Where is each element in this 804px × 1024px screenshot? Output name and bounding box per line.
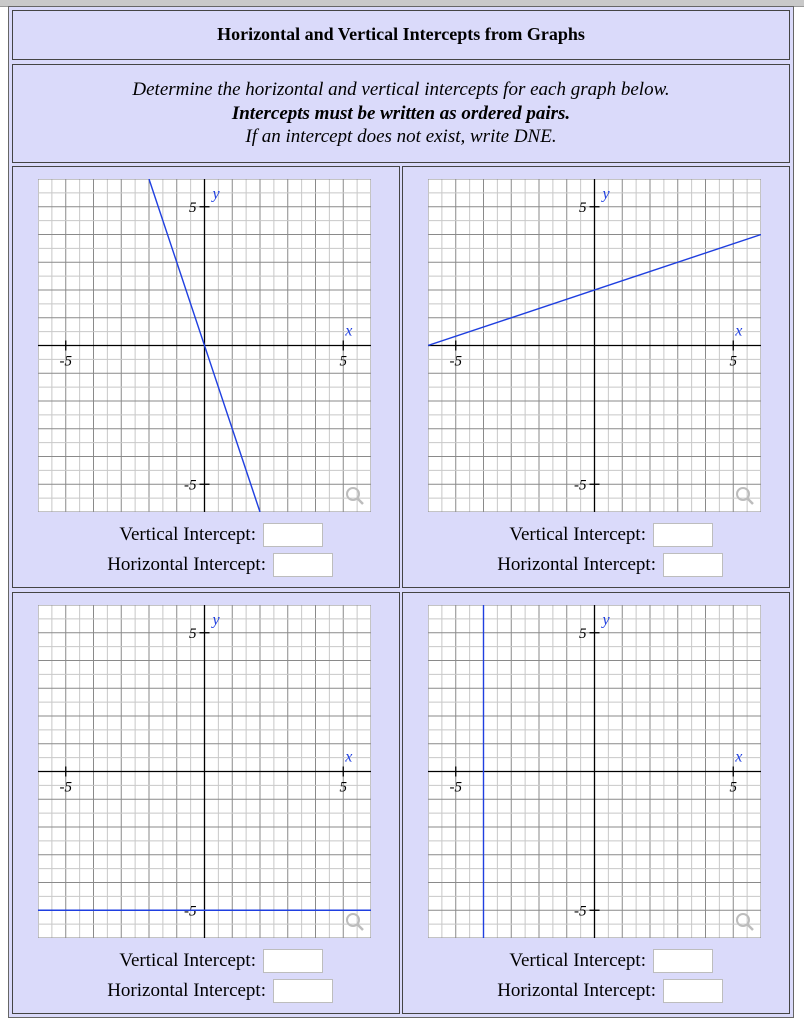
vertical-intercept-input-4[interactable] <box>653 949 713 973</box>
magnifier-icon <box>347 914 363 930</box>
y-axis-label: y <box>602 611 610 629</box>
x-axis-label: x <box>345 322 353 340</box>
vertical-intercept-row <box>119 522 323 548</box>
page-title: Horizontal and Vertical Intercepts from Graphs <box>217 24 585 44</box>
y-tick-label-5: 5 <box>189 625 197 642</box>
magnifier-icon <box>737 488 753 504</box>
graph-cell-1 <box>12 166 400 588</box>
graph-4[interactable] <box>428 605 761 938</box>
horizontal-intercept-row <box>497 552 723 578</box>
instructions-box <box>12 64 790 163</box>
y-axis-label: y <box>602 185 610 203</box>
y-tick-label-neg-5: -5 <box>184 903 197 920</box>
instruction-line-1: Determine the horizontal and vertical intercepts for each graph below. <box>132 79 670 100</box>
graph-cell-3 <box>12 592 400 1014</box>
x-axis-label: x <box>345 748 353 766</box>
x-tick-label-neg-5: -5 <box>449 353 462 370</box>
magnifier-handle <box>748 925 754 931</box>
horizontal-intercept-row <box>107 552 333 578</box>
x-tick-label-neg-5: -5 <box>59 353 72 370</box>
vertical-intercept-input-3[interactable] <box>263 949 323 973</box>
y-tick-label-5: 5 <box>579 199 587 216</box>
vertical-intercept-label: Vertical Intercept: <box>119 950 256 971</box>
x-tick-label-5: 5 <box>729 779 737 796</box>
vertical-intercept-row <box>509 948 713 974</box>
horizontal-intercept-label: Horizontal Intercept: <box>497 980 656 1001</box>
horizontal-intercept-row <box>497 978 723 1004</box>
vertical-intercept-input-2[interactable] <box>653 523 713 547</box>
y-tick-label-5: 5 <box>189 199 197 216</box>
magnifier-icon <box>737 914 753 930</box>
graph-cell-4 <box>402 592 790 1014</box>
x-tick-label-5: 5 <box>339 779 347 796</box>
horizontal-intercept-label: Horizontal Intercept: <box>497 554 656 575</box>
vertical-intercept-label: Vertical Intercept: <box>509 524 646 545</box>
y-tick-label-neg-5: -5 <box>574 903 587 920</box>
horizontal-intercept-input-4[interactable] <box>663 979 723 1003</box>
magnifier-handle <box>358 925 364 931</box>
instruction-line-2: Intercepts must be written as ordered pairs. <box>231 103 571 124</box>
horizontal-intercept-row <box>107 978 333 1004</box>
x-axis-label: x <box>735 322 743 340</box>
magnifier-handle <box>358 499 364 505</box>
magnifier-handle <box>748 499 754 505</box>
horizontal-intercept-input-2[interactable] <box>663 553 723 577</box>
graph-2[interactable] <box>428 179 761 512</box>
x-tick-label-5: 5 <box>729 353 737 370</box>
magnifier-icon <box>347 488 363 504</box>
y-axis-label: y <box>212 185 220 203</box>
y-tick-label-neg-5: -5 <box>574 477 587 494</box>
x-tick-label-5: 5 <box>339 353 347 370</box>
x-axis-label: x <box>735 748 743 766</box>
y-axis-label: y <box>212 611 220 629</box>
y-tick-label-5: 5 <box>579 625 587 642</box>
instruction-line-3: If an intercept does not exist, write DNE. <box>245 126 557 147</box>
vertical-intercept-row <box>509 522 713 548</box>
horizontal-intercept-input-3[interactable] <box>273 979 333 1003</box>
y-tick-label-neg-5: -5 <box>184 477 197 494</box>
title-box <box>12 10 790 60</box>
horizontal-intercept-label: Horizontal Intercept: <box>107 980 266 1001</box>
graph-1[interactable] <box>38 179 371 512</box>
vertical-intercept-label: Vertical Intercept: <box>509 950 646 971</box>
vertical-intercept-input-1[interactable] <box>263 523 323 547</box>
horizontal-intercept-input-1[interactable] <box>273 553 333 577</box>
graph-3[interactable] <box>38 605 371 938</box>
graph-cell-2 <box>402 166 790 588</box>
vertical-intercept-label: Vertical Intercept: <box>119 524 256 545</box>
x-tick-label-neg-5: -5 <box>59 779 72 796</box>
vertical-intercept-row <box>119 948 323 974</box>
horizontal-intercept-label: Horizontal Intercept: <box>107 554 266 575</box>
x-tick-label-neg-5: -5 <box>449 779 462 796</box>
problem-frame <box>8 6 794 1018</box>
